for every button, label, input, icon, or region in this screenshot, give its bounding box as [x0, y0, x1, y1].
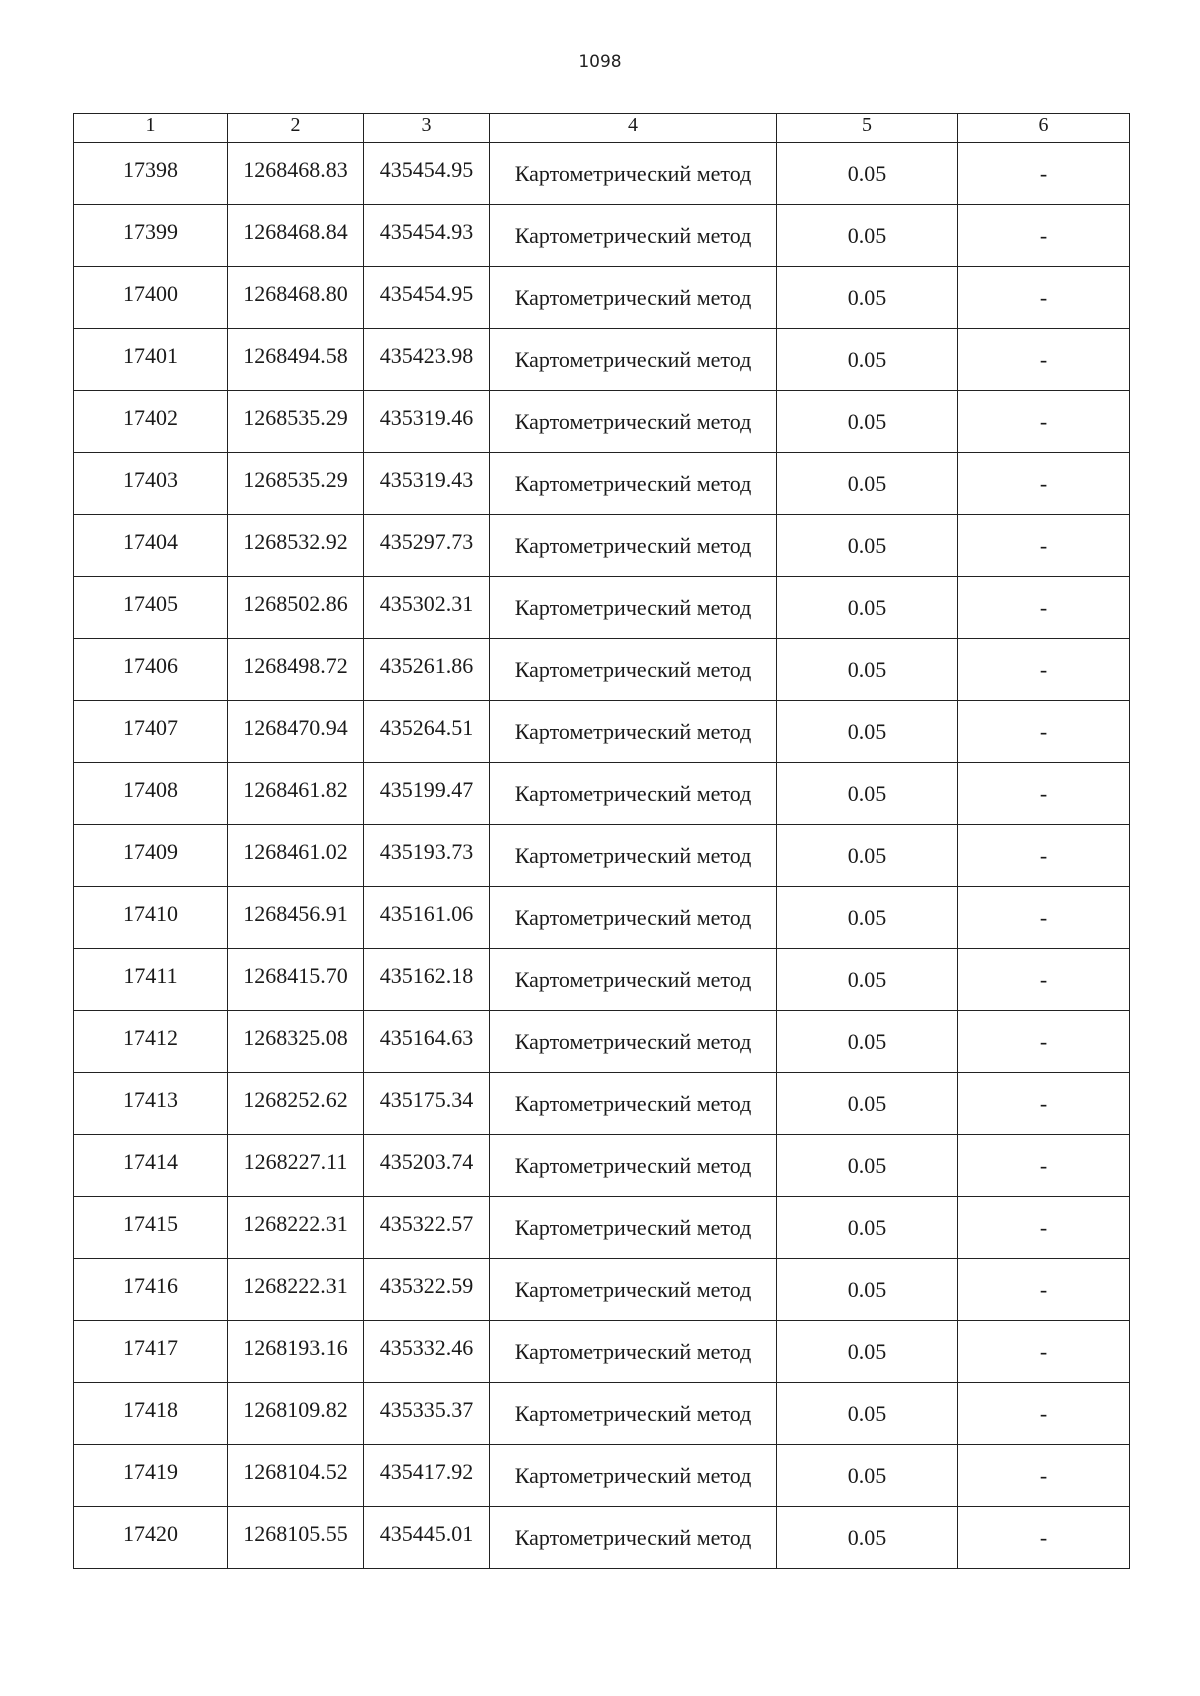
point-number-cell: 17402	[74, 391, 228, 453]
method-cell: Картометрический метод	[490, 1445, 777, 1507]
method-cell: Картометрический метод	[490, 1135, 777, 1197]
column-header: 4	[490, 114, 777, 143]
table-row	[74, 1135, 1130, 1197]
table-row	[74, 1507, 1130, 1569]
column-header: 5	[777, 114, 958, 143]
note-cell: -	[958, 825, 1130, 887]
table-row	[74, 1197, 1130, 1259]
method-cell: Картометрический метод	[490, 391, 777, 453]
y-coordinate-cell: 435454.93	[364, 205, 490, 267]
accuracy-cell: 0.05	[777, 267, 958, 329]
method-cell: Картометрический метод	[490, 1259, 777, 1321]
x-coordinate-cell: 1268227.11	[228, 1135, 364, 1197]
method-cell: Картометрический метод	[490, 825, 777, 887]
point-number-cell: 17410	[74, 887, 228, 949]
table-row	[74, 1011, 1130, 1073]
point-number-cell: 17404	[74, 515, 228, 577]
accuracy-cell: 0.05	[777, 1321, 958, 1383]
point-number-cell: 17401	[74, 329, 228, 391]
note-cell: -	[958, 1321, 1130, 1383]
table-row	[74, 639, 1130, 701]
method-cell: Картометрический метод	[490, 701, 777, 763]
note-cell: -	[958, 391, 1130, 453]
table-row	[74, 887, 1130, 949]
table-row	[74, 453, 1130, 515]
table-row	[74, 1445, 1130, 1507]
table-row	[74, 205, 1130, 267]
x-coordinate-cell: 1268494.58	[228, 329, 364, 391]
method-cell: Картометрический метод	[490, 1073, 777, 1135]
note-cell: -	[958, 267, 1130, 329]
point-number-cell: 17403	[74, 453, 228, 515]
table-row	[74, 763, 1130, 825]
x-coordinate-cell: 1268222.31	[228, 1259, 364, 1321]
note-cell: -	[958, 1445, 1130, 1507]
x-coordinate-cell: 1268325.08	[228, 1011, 364, 1073]
method-cell: Картометрический метод	[490, 1011, 777, 1073]
table-body	[74, 143, 1130, 1569]
table-row	[74, 949, 1130, 1011]
y-coordinate-cell: 435297.73	[364, 515, 490, 577]
x-coordinate-cell: 1268535.29	[228, 391, 364, 453]
note-cell: -	[958, 143, 1130, 205]
y-coordinate-cell: 435319.43	[364, 453, 490, 515]
method-cell: Картометрический метод	[490, 143, 777, 205]
accuracy-cell: 0.05	[777, 205, 958, 267]
y-coordinate-cell: 435199.47	[364, 763, 490, 825]
point-number-cell: 17406	[74, 639, 228, 701]
accuracy-cell: 0.05	[777, 825, 958, 887]
method-cell: Картометрический метод	[490, 453, 777, 515]
table-row	[74, 701, 1130, 763]
point-number-cell: 17399	[74, 205, 228, 267]
point-number-cell: 17414	[74, 1135, 228, 1197]
table-row	[74, 825, 1130, 887]
accuracy-cell: 0.05	[777, 1259, 958, 1321]
table-row	[74, 1383, 1130, 1445]
accuracy-cell: 0.05	[777, 1445, 958, 1507]
note-cell: -	[958, 1259, 1130, 1321]
accuracy-cell: 0.05	[777, 1073, 958, 1135]
coordinates-table	[73, 113, 1130, 1569]
note-cell: -	[958, 1135, 1130, 1197]
x-coordinate-cell: 1268535.29	[228, 453, 364, 515]
table-row	[74, 391, 1130, 453]
y-coordinate-cell: 435332.46	[364, 1321, 490, 1383]
table-row	[74, 1259, 1130, 1321]
accuracy-cell: 0.05	[777, 701, 958, 763]
x-coordinate-cell: 1268415.70	[228, 949, 364, 1011]
note-cell: -	[958, 949, 1130, 1011]
accuracy-cell: 0.05	[777, 143, 958, 205]
y-coordinate-cell: 435319.46	[364, 391, 490, 453]
note-cell: -	[958, 453, 1130, 515]
accuracy-cell: 0.05	[777, 329, 958, 391]
note-cell: -	[958, 577, 1130, 639]
method-cell: Картометрический метод	[490, 639, 777, 701]
accuracy-cell: 0.05	[777, 453, 958, 515]
method-cell: Картометрический метод	[490, 329, 777, 391]
method-cell: Картометрический метод	[490, 1507, 777, 1569]
column-header: 2	[228, 114, 364, 143]
method-cell: Картометрический метод	[490, 205, 777, 267]
y-coordinate-cell: 435322.59	[364, 1259, 490, 1321]
note-cell: -	[958, 701, 1130, 763]
x-coordinate-cell: 1268222.31	[228, 1197, 364, 1259]
note-cell: -	[958, 1197, 1130, 1259]
x-coordinate-cell: 1268470.94	[228, 701, 364, 763]
accuracy-cell: 0.05	[777, 1135, 958, 1197]
note-cell: -	[958, 1073, 1130, 1135]
y-coordinate-cell: 435302.31	[364, 577, 490, 639]
note-cell: -	[958, 205, 1130, 267]
table-row	[74, 143, 1130, 205]
accuracy-cell: 0.05	[777, 1507, 958, 1569]
accuracy-cell: 0.05	[777, 1197, 958, 1259]
note-cell: -	[958, 1507, 1130, 1569]
table-row	[74, 329, 1130, 391]
x-coordinate-cell: 1268461.82	[228, 763, 364, 825]
method-cell: Картометрический метод	[490, 577, 777, 639]
note-cell: -	[958, 639, 1130, 701]
point-number-cell: 17415	[74, 1197, 228, 1259]
method-cell: Картометрический метод	[490, 887, 777, 949]
table-header-row	[74, 114, 1130, 143]
point-number-cell: 17411	[74, 949, 228, 1011]
x-coordinate-cell: 1268252.62	[228, 1073, 364, 1135]
y-coordinate-cell: 435322.57	[364, 1197, 490, 1259]
table-row	[74, 1321, 1130, 1383]
y-coordinate-cell: 435193.73	[364, 825, 490, 887]
point-number-cell: 17418	[74, 1383, 228, 1445]
accuracy-cell: 0.05	[777, 949, 958, 1011]
x-coordinate-cell: 1268468.83	[228, 143, 364, 205]
y-coordinate-cell: 435454.95	[364, 267, 490, 329]
accuracy-cell: 0.05	[777, 577, 958, 639]
method-cell: Картометрический метод	[490, 1321, 777, 1383]
x-coordinate-cell: 1268193.16	[228, 1321, 364, 1383]
y-coordinate-cell: 435445.01	[364, 1507, 490, 1569]
x-coordinate-cell: 1268461.02	[228, 825, 364, 887]
accuracy-cell: 0.05	[777, 639, 958, 701]
method-cell: Картометрический метод	[490, 515, 777, 577]
accuracy-cell: 0.05	[777, 887, 958, 949]
x-coordinate-cell: 1268105.55	[228, 1507, 364, 1569]
note-cell: -	[958, 1011, 1130, 1073]
x-coordinate-cell: 1268456.91	[228, 887, 364, 949]
method-cell: Картометрический метод	[490, 267, 777, 329]
point-number-cell: 17398	[74, 143, 228, 205]
point-number-cell: 17409	[74, 825, 228, 887]
point-number-cell: 17407	[74, 701, 228, 763]
column-header: 1	[74, 114, 228, 143]
y-coordinate-cell: 435423.98	[364, 329, 490, 391]
point-number-cell: 17420	[74, 1507, 228, 1569]
x-coordinate-cell: 1268532.92	[228, 515, 364, 577]
accuracy-cell: 0.05	[777, 515, 958, 577]
accuracy-cell: 0.05	[777, 391, 958, 453]
point-number-cell: 17413	[74, 1073, 228, 1135]
page-number: 1098	[578, 52, 622, 72]
x-coordinate-cell: 1268502.86	[228, 577, 364, 639]
x-coordinate-cell: 1268498.72	[228, 639, 364, 701]
column-header: 3	[364, 114, 490, 143]
y-coordinate-cell: 435203.74	[364, 1135, 490, 1197]
table-row	[74, 577, 1130, 639]
point-number-cell: 17400	[74, 267, 228, 329]
y-coordinate-cell: 435335.37	[364, 1383, 490, 1445]
accuracy-cell: 0.05	[777, 1011, 958, 1073]
method-cell: Картометрический метод	[490, 949, 777, 1011]
y-coordinate-cell: 435264.51	[364, 701, 490, 763]
note-cell: -	[958, 887, 1130, 949]
y-coordinate-cell: 435162.18	[364, 949, 490, 1011]
y-coordinate-cell: 435454.95	[364, 143, 490, 205]
note-cell: -	[958, 515, 1130, 577]
note-cell: -	[958, 1383, 1130, 1445]
point-number-cell: 17405	[74, 577, 228, 639]
table-row	[74, 515, 1130, 577]
point-number-cell: 17416	[74, 1259, 228, 1321]
method-cell: Картометрический метод	[490, 1197, 777, 1259]
column-header: 6	[958, 114, 1130, 143]
accuracy-cell: 0.05	[777, 763, 958, 825]
x-coordinate-cell: 1268468.84	[228, 205, 364, 267]
method-cell: Картометрический метод	[490, 1383, 777, 1445]
accuracy-cell: 0.05	[777, 1383, 958, 1445]
point-number-cell: 17412	[74, 1011, 228, 1073]
y-coordinate-cell: 435175.34	[364, 1073, 490, 1135]
table-row	[74, 1073, 1130, 1135]
y-coordinate-cell: 435261.86	[364, 639, 490, 701]
method-cell: Картометрический метод	[490, 763, 777, 825]
note-cell: -	[958, 763, 1130, 825]
x-coordinate-cell: 1268468.80	[228, 267, 364, 329]
point-number-cell: 17417	[74, 1321, 228, 1383]
table-row	[74, 267, 1130, 329]
y-coordinate-cell: 435164.63	[364, 1011, 490, 1073]
x-coordinate-cell: 1268104.52	[228, 1445, 364, 1507]
point-number-cell: 17408	[74, 763, 228, 825]
point-number-cell: 17419	[74, 1445, 228, 1507]
note-cell: -	[958, 329, 1130, 391]
y-coordinate-cell: 435161.06	[364, 887, 490, 949]
x-coordinate-cell: 1268109.82	[228, 1383, 364, 1445]
y-coordinate-cell: 435417.92	[364, 1445, 490, 1507]
